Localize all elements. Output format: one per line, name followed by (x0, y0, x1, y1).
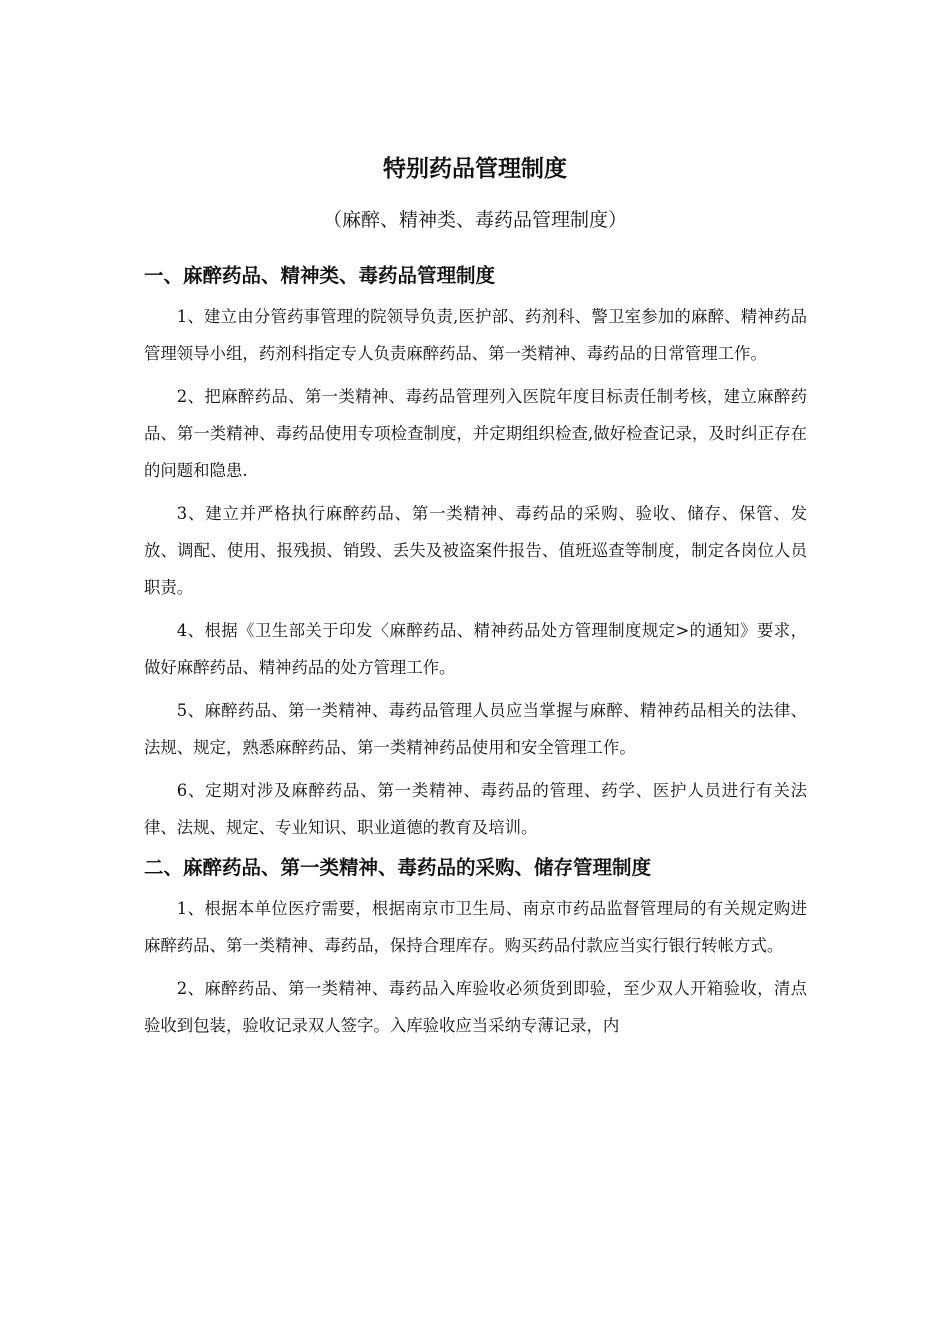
paragraph: 1、建立由分管药事管理的院领导负责,医护部、药剂科、警卫室参加的麻醉、精神药品管理领导小组，药剂科指定专人负责麻醉药品、第一类精神、毒药品的日常管理工作。 (144, 307, 807, 363)
paragraph: 2、麻醉药品、第一类精神、毒药品入库验收必须货到即验，至少双人开箱验收，清点验收到包装，验收记录双人签字。入库验收应当采纳专薄记录，内 (144, 979, 807, 1035)
document-subtitle: （麻醉、精神类、毒药品管理制度） (322, 209, 627, 231)
paragraph: 5、麻醉药品、第一类精神、毒药品管理人员应当掌握与麻醉、精神药品相关的法律、法规、规定，熟悉麻醉药品、第一类精神药品使用和安全管理工作。 (144, 701, 807, 757)
paragraph: 1、根据本单位医疗需要，根据南京市卫生局、南京市药品监督管理局的有关规定购进麻醉药品、第一类精神、毒药品，保持合理库存。购买药品付款应当实行银行转帐方式。 (144, 899, 807, 955)
section-heading: 二、麻醉药品、第一类精神、毒药品的采购、储存管理制度 (144, 856, 652, 879)
paragraph: 3、建立并严格执行麻醉药品、第一类精神、毒药品的采购、验收、储存、保管、发放、调配、使用、报残损、销毁、丢失及被盗案件报告、值班巡查等制度，制定各岗位人员职责。 (144, 504, 807, 597)
paragraph: 6、定期对涉及麻醉药品、第一类精神、毒药品的管理、药学、医护人员进行有关法律、法规、规定、专业知识、职业道德的教育及培训。 (144, 781, 807, 837)
document-title: 特别药品管理制度 (383, 156, 567, 182)
paragraph: 4、根据《卫生部关于印发〈麻醉药品、精神药品处方管理制度规定>的通知》要求，做好麻醉药品、精神药品的处方管理工作。 (144, 621, 807, 677)
paragraph: 2、把麻醉药品、第一类精神、毒药品管理列入医院年度目标责任制考核，建立麻醉药品、第一类精神、毒药品使用专项检查制度，并定期组织检查,做好检查记录，及时纠正存在的问题和隐患. (144, 387, 807, 480)
document-body (144, 260, 807, 1050)
section-heading: 一、麻醉药品、精神类、毒药品管理制度 (144, 264, 496, 287)
